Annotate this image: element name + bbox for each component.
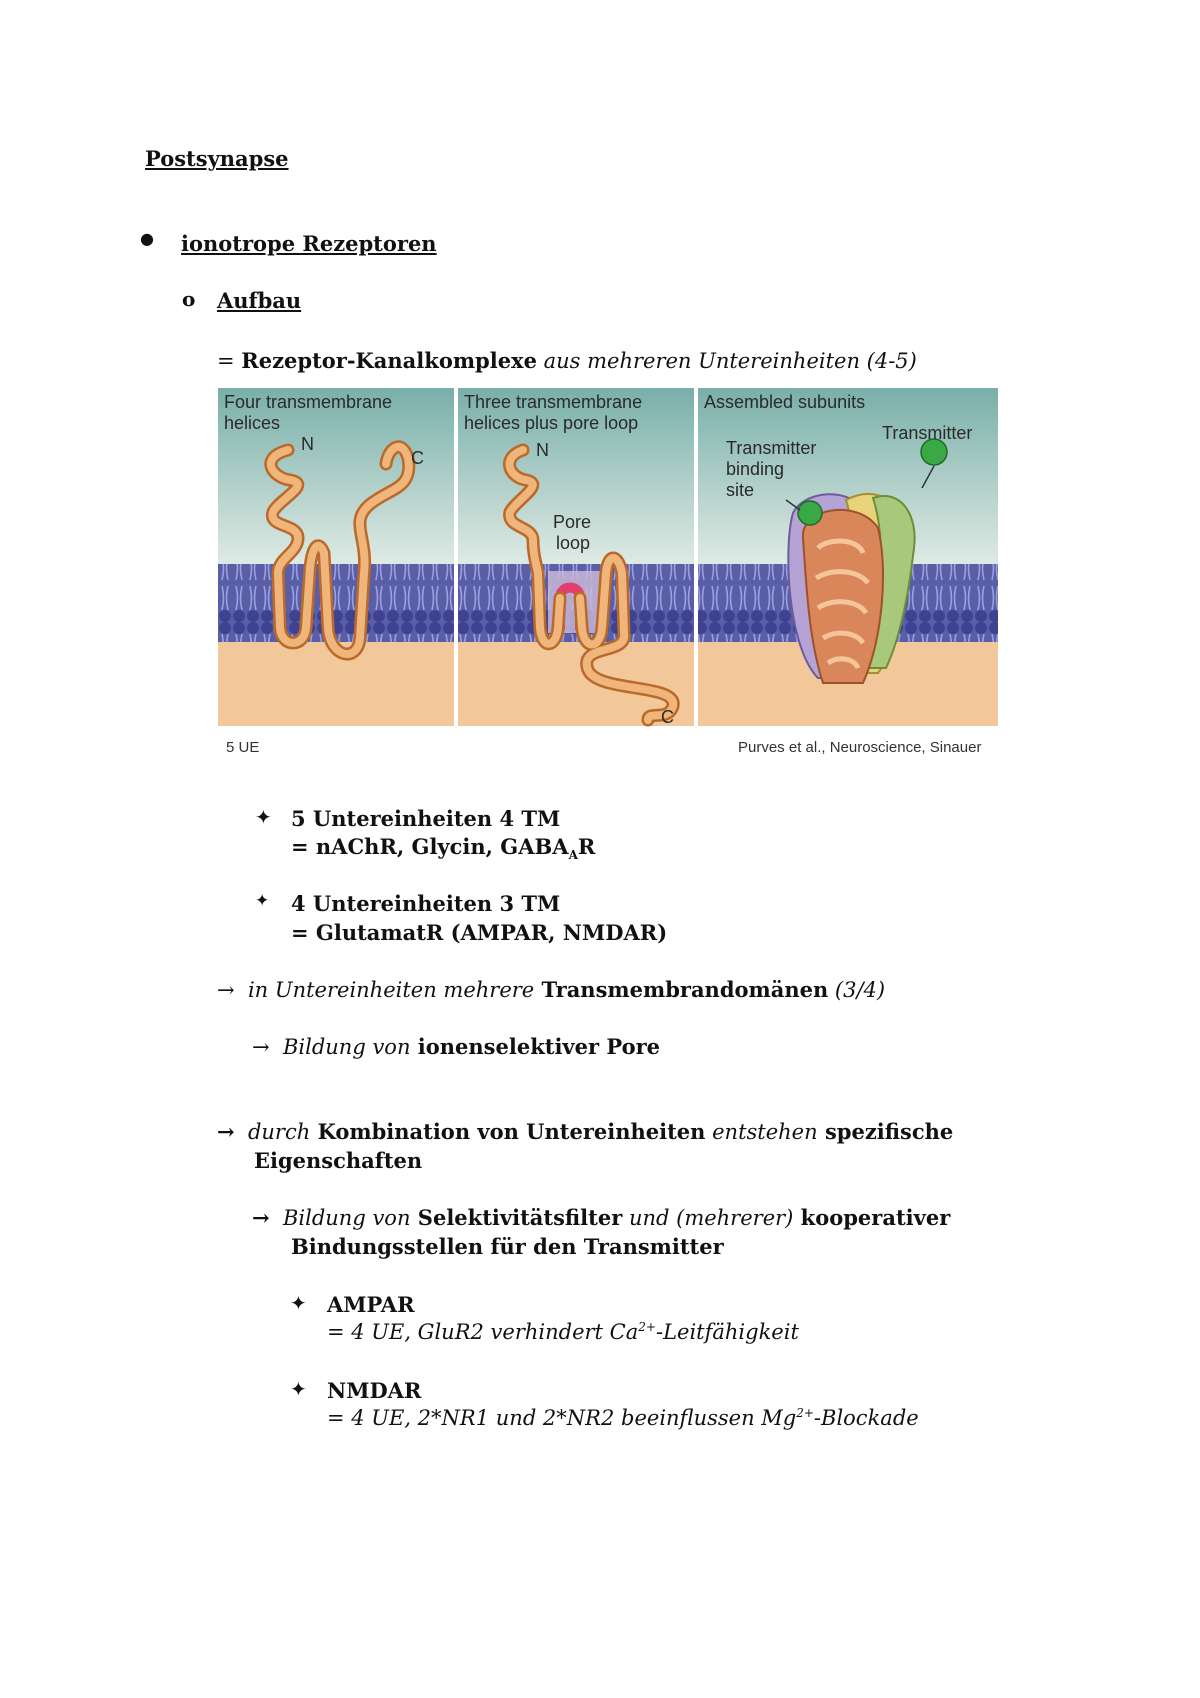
a2-bold: ionenselektiver Pore [410, 1034, 661, 1059]
panel2-title-1: Three transmembrane [464, 392, 643, 412]
disc-bullet: ● [140, 229, 154, 248]
a4-bold-1: Selektivitätsfilter [410, 1205, 623, 1230]
arrow-line-4 [252, 1205, 950, 1230]
panel2-c-label: C [661, 707, 674, 727]
item1-subscript: A [568, 848, 578, 863]
a3-bold-2: spezifische [817, 1119, 954, 1144]
definition-prefix: = [217, 349, 242, 373]
a1-italic: in Untereinheiten mehrere [247, 978, 535, 1002]
panel1-c-label: C [411, 448, 424, 468]
ampar-desc-b: -Leitfähigkeit [655, 1320, 799, 1344]
panel-three-tm [458, 388, 694, 727]
arrow-line-3-cont: Eigenschaften [254, 1148, 423, 1173]
a4-italic-2: und (mehrerer) [622, 1206, 794, 1230]
a1-bold: Transmembrandomänen [534, 977, 829, 1002]
item1-line2-a: = nAChR, Glycin, GABA [291, 834, 569, 859]
arrow-icon: → [252, 1205, 270, 1230]
pore-label-2: loop [556, 533, 591, 553]
nmdar-description [327, 1406, 919, 1430]
circle-bullet: o [182, 287, 196, 311]
ampar-description [327, 1320, 799, 1344]
arrow-icon: → [217, 1119, 235, 1144]
binding-site-label-2: binding [726, 459, 785, 479]
star-bullet-1: ✦ [255, 805, 272, 829]
subsection-heading: Aufbau [217, 288, 302, 313]
arrow-icon: → [252, 1035, 270, 1059]
ampar-desc-a: = 4 UE, GluR2 verhindert Ca [327, 1320, 639, 1344]
a3-italic-2: entstehen [705, 1120, 818, 1144]
arrow-line-4-cont: Bindungsstellen für den Transmitter [291, 1234, 724, 1259]
a4-bold-2: kooperativer [793, 1205, 951, 1230]
panel1-n-label: N [301, 434, 314, 454]
star-bullet-2: ✦ [255, 891, 270, 911]
arrow-line-3 [217, 1119, 953, 1144]
a3-bold-1: Kombination von Untereinheiten [310, 1119, 706, 1144]
binding-site-label-1: Transmitter [726, 438, 817, 458]
item1-line2 [291, 834, 595, 862]
panel-four-tm [218, 388, 454, 726]
panel-assembled [698, 388, 998, 726]
nmdar-heading: NMDAR [327, 1378, 422, 1403]
figure-caption-right: Purves et al., Neuroscience, Sinauer [738, 739, 982, 756]
panel2-n-label: N [536, 440, 549, 460]
a3-italic-1: durch [247, 1120, 311, 1144]
a2-italic: Bildung von [282, 1035, 411, 1059]
nmdar-desc-b: -Blockade [813, 1406, 919, 1430]
panel1-title-2: helices [224, 413, 281, 433]
a4-italic-1: Bildung von [282, 1206, 411, 1230]
item2-line1: 4 Untereinheiten 3 TM [291, 891, 561, 916]
nmdar-superscript: 2+ [796, 1406, 814, 1420]
item2-line2: = GlutamatR (AMPAR, NMDAR) [291, 920, 668, 945]
item1-line2-b: R [577, 834, 596, 859]
item1-line1: 5 Untereinheiten 4 TM [291, 806, 561, 831]
panel2-title-2: helices plus pore loop [464, 413, 639, 433]
a1-tail: (3/4) [828, 978, 886, 1002]
nmdar-desc-a: = 4 UE, 2*NR1 und 2*NR2 beeinflussen Mg [327, 1406, 797, 1430]
receptor-figure [218, 388, 1000, 760]
transmitter-label: Transmitter [882, 423, 973, 443]
arrow-line-1 [217, 977, 885, 1002]
panel3-title: Assembled subunits [704, 392, 866, 412]
definition-bold: Rezeptor-Kanalkomplexe [241, 348, 537, 373]
ampar-heading: AMPAR [327, 1292, 415, 1317]
arrow-icon: → [217, 978, 235, 1002]
bound-transmitter [798, 501, 822, 525]
page-title: Postsynapse [145, 146, 289, 171]
definition-italic: aus mehreren Untereinheiten (4-5) [536, 349, 917, 373]
binding-site-label-3: site [726, 480, 755, 500]
star-bullet-3: ✦ [290, 1291, 307, 1315]
definition-line [217, 348, 917, 373]
pore-label-1: Pore [553, 512, 592, 532]
section-heading: ionotrope Rezeptoren [181, 231, 437, 256]
ampar-superscript: 2+ [638, 1320, 656, 1334]
star-bullet-4: ✦ [290, 1377, 307, 1401]
panel1-title-1: Four transmembrane [224, 392, 393, 412]
figure-caption-left: 5 UE [226, 739, 260, 756]
arrow-line-2 [252, 1034, 660, 1059]
